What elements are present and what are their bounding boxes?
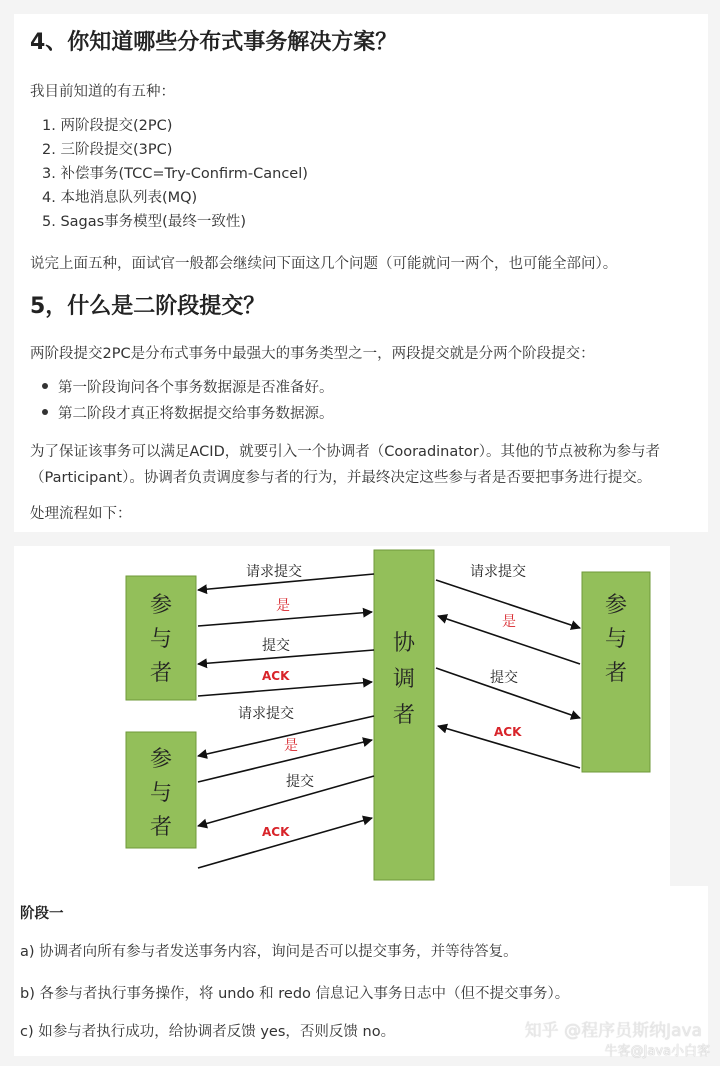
box-char: 者 bbox=[392, 703, 416, 728]
label-ack: ACK bbox=[262, 669, 290, 683]
section5-para-line1: 为了保证该事务可以满足ACID，就要引入一个协调者（Cooradinator）。其他的节点被称为参与者 bbox=[30, 444, 661, 460]
phase1-step-a: a) 协调者向所有参与者发送事务内容，询问是否可以提交事务，并等待答复。 bbox=[20, 944, 518, 960]
label-yes: 是 bbox=[276, 598, 290, 614]
box-char: 与 bbox=[149, 627, 173, 652]
section4-intro: 我目前知道的有五种： bbox=[30, 84, 175, 100]
flow-label: 处理流程如下： bbox=[30, 506, 132, 522]
label-ack: ACK bbox=[262, 825, 290, 839]
bullet-item: 第二阶段才真正将数据提交给事务数据源。 bbox=[42, 402, 334, 426]
box-char: 者 bbox=[149, 815, 173, 840]
box-char: 与 bbox=[149, 781, 173, 806]
list-item: 5. Sagas事务模型(最终一致性) bbox=[42, 214, 246, 230]
phase1-title: 阶段一 bbox=[20, 906, 64, 922]
arrow-ack-tl bbox=[198, 682, 372, 696]
bullet-item: 第一阶段询问各个事务数据源是否准备好。 bbox=[42, 376, 334, 400]
section4-outro: 说完上面五种，面试官一般都会继续问下面这几个问题（可能就问一两个，也可能全部问）。 bbox=[30, 256, 618, 272]
box-char: 参 bbox=[149, 747, 173, 772]
box-char: 者 bbox=[149, 661, 173, 686]
box-char: 协 bbox=[392, 631, 416, 656]
box-char: 者 bbox=[604, 661, 628, 686]
label-yes: 是 bbox=[284, 738, 298, 754]
section4-title: 4、你知道哪些分布式事务解决方案？ bbox=[30, 30, 398, 55]
arrow-yes-tl bbox=[198, 612, 372, 626]
label-request: 请求提交 bbox=[238, 706, 294, 722]
list-item: 4. 本地消息队列表(MQ) bbox=[42, 190, 198, 206]
list-item: 3. 补偿事务(TCC=Try-Confirm-Cancel) bbox=[42, 166, 308, 182]
watermark-zhihu: 知乎 @程序员斯纳Java bbox=[524, 1021, 702, 1041]
list-item: 2. 三阶段提交(3PC) bbox=[42, 142, 173, 158]
diagram-svg bbox=[14, 546, 670, 886]
list-item: 1. 两阶段提交(2PC) bbox=[42, 118, 173, 134]
label-request: 请求提交 bbox=[246, 564, 302, 580]
label-request: 请求提交 bbox=[470, 564, 526, 580]
box-char: 与 bbox=[604, 627, 628, 652]
section5-para-line2: （Participant）。协调者负责调度参与者的行为，并最终决定这些参与者是否要把事务进行提交。 bbox=[30, 470, 652, 486]
box-char: 调 bbox=[392, 667, 416, 692]
box-char: 参 bbox=[149, 593, 173, 618]
article-card-top bbox=[14, 14, 708, 532]
label-ack: ACK bbox=[494, 725, 522, 739]
section5-intro: 两阶段提交2PC是分布式事务中最强大的事务类型之一，两段提交就是分两个阶段提交： bbox=[30, 346, 595, 362]
box-char: 参 bbox=[604, 593, 628, 618]
two-phase-commit-diagram bbox=[14, 546, 670, 886]
label-commit: 提交 bbox=[490, 670, 518, 686]
label-commit: 提交 bbox=[286, 774, 314, 790]
phase1-step-c: c) 如参与者执行成功，给协调者反馈 yes，否则反馈 no。 bbox=[20, 1024, 396, 1040]
section5-title: 5，什么是二阶段提交？ bbox=[30, 294, 266, 319]
label-commit: 提交 bbox=[262, 638, 290, 654]
watermark-niuke: 牛客@Java小白客 bbox=[604, 1044, 710, 1059]
label-yes: 是 bbox=[502, 614, 516, 630]
phase1-step-b: b) 各参与者执行事务操作，将 undo 和 redo 信息记入事务日志中（但不提交事务）。 bbox=[20, 986, 570, 1002]
